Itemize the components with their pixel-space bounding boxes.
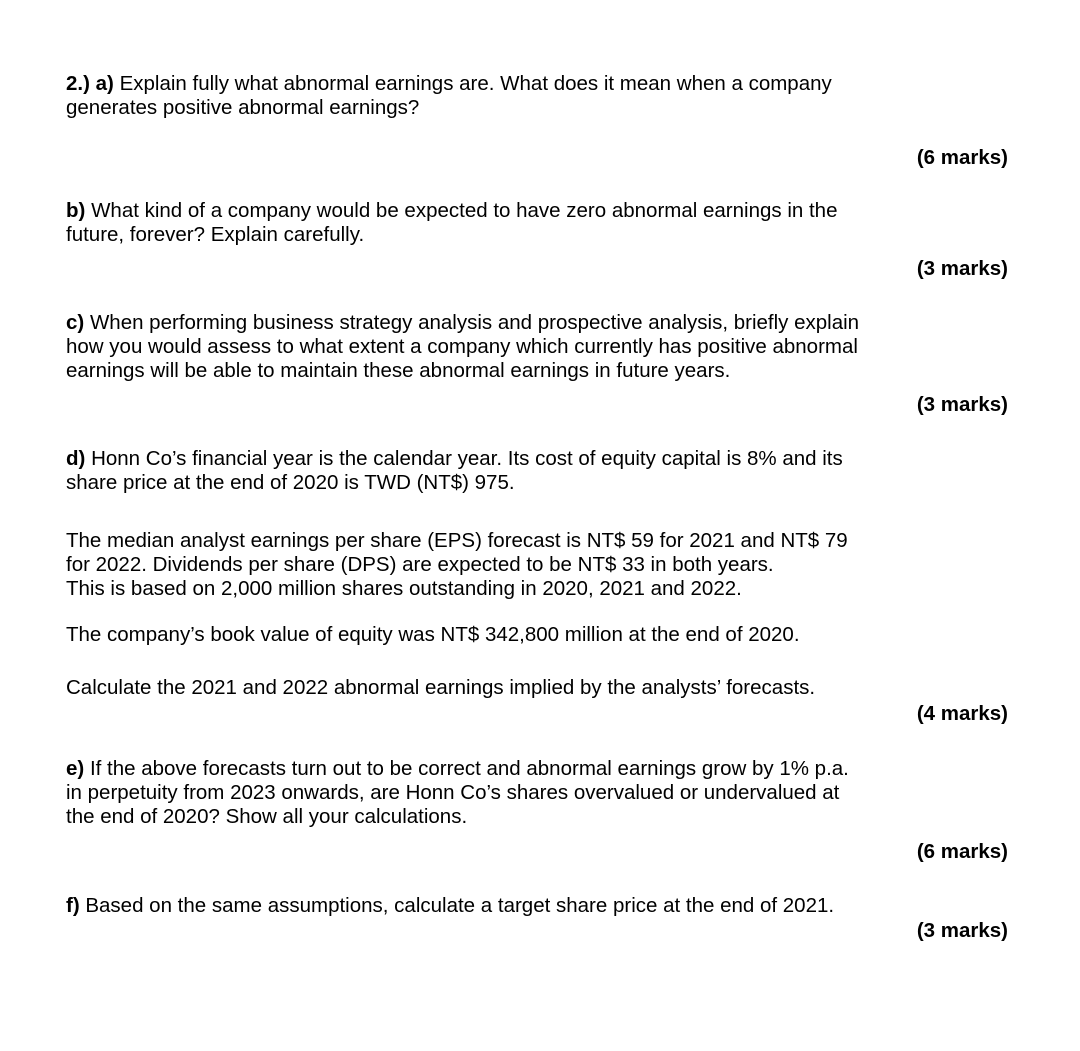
question-part-b — [66, 199, 1016, 247]
part-d-line-2: share price at the end of 2020 is TWD (NT$) 975. — [66, 471, 515, 494]
part-f-marks: (3 marks) — [916, 919, 1008, 942]
question-part-a — [66, 72, 1016, 120]
part-b-line-2: future, forever? Explain carefully. — [66, 223, 365, 246]
part-f-label: f) — [66, 894, 80, 917]
part-d-marks: (4 marks) — [916, 702, 1008, 725]
part-e-marks: (6 marks) — [916, 840, 1008, 863]
part-c-line-3: earnings will be able to maintain these abnormal earnings in future years. — [66, 359, 731, 382]
part-c-line-1: When performing business strategy analysis and prospective analysis, briefly explain — [89, 311, 860, 334]
part-d-task-line: Calculate the 2021 and 2022 abnormal earnings implied by the analysts’ forecasts. — [66, 676, 816, 699]
part-d-paragraph-book-value — [66, 623, 1016, 647]
part-d-paragraph-task — [66, 676, 1016, 700]
part-d-label: d) — [66, 447, 86, 470]
question-part-f — [66, 894, 1016, 918]
part-c-marks: (3 marks) — [916, 393, 1008, 416]
part-e-line-3: the end of 2020? Show all your calculations. — [66, 805, 468, 828]
part-d-line-1: Honn Co’s financial year is the calendar year. Its cost of equity capital is 8% and its — [91, 447, 843, 470]
question-number: 2.) — [66, 72, 90, 95]
part-d-book-value-line: The company’s book value of equity was NT$ 342,800 million at the end of 2020. — [66, 623, 800, 646]
part-e-label: e) — [66, 757, 85, 780]
part-b-label: b) — [66, 199, 86, 222]
question-part-e — [66, 757, 1016, 829]
part-d-paragraph-forecast — [66, 529, 1016, 601]
part-c-label: c) — [66, 311, 85, 334]
part-a-label: a) — [95, 72, 114, 95]
question-part-c — [66, 311, 1016, 383]
part-a-line-2: generates positive abnormal earnings? — [66, 96, 420, 119]
part-c-line-2: how you would assess to what extent a company which currently has positive abnormal — [66, 335, 858, 358]
part-e-line-1: If the above forecasts turn out to be correct and abnormal earnings grow by 1% p.a. — [89, 757, 849, 780]
question-part-d — [66, 447, 1016, 495]
part-b-line-1: What kind of a company would be expected to have zero abnormal earnings in the — [91, 199, 838, 222]
part-d-forecast-line-3: This is based on 2,000 million shares outstanding in 2020, 2021 and 2022. — [66, 577, 742, 600]
part-b-marks: (3 marks) — [916, 257, 1008, 280]
part-a-marks: (6 marks) — [916, 146, 1008, 169]
part-f-line-1: Based on the same assumptions, calculate a target share price at the end of 2021. — [85, 894, 835, 917]
part-e-line-2: in perpetuity from 2023 onwards, are Honn Co’s shares overvalued or undervalued at — [66, 781, 840, 804]
part-d-forecast-line-2: for 2022. Dividends per share (DPS) are expected to be NT$ 33 in both years. — [66, 553, 774, 576]
part-d-forecast-line-1: The median analyst earnings per share (EPS) forecast is NT$ 59 for 2021 and NT$ 79 — [66, 529, 848, 552]
part-a-line-1: Explain fully what abnormal earnings are. What does it mean when a company — [119, 72, 832, 95]
